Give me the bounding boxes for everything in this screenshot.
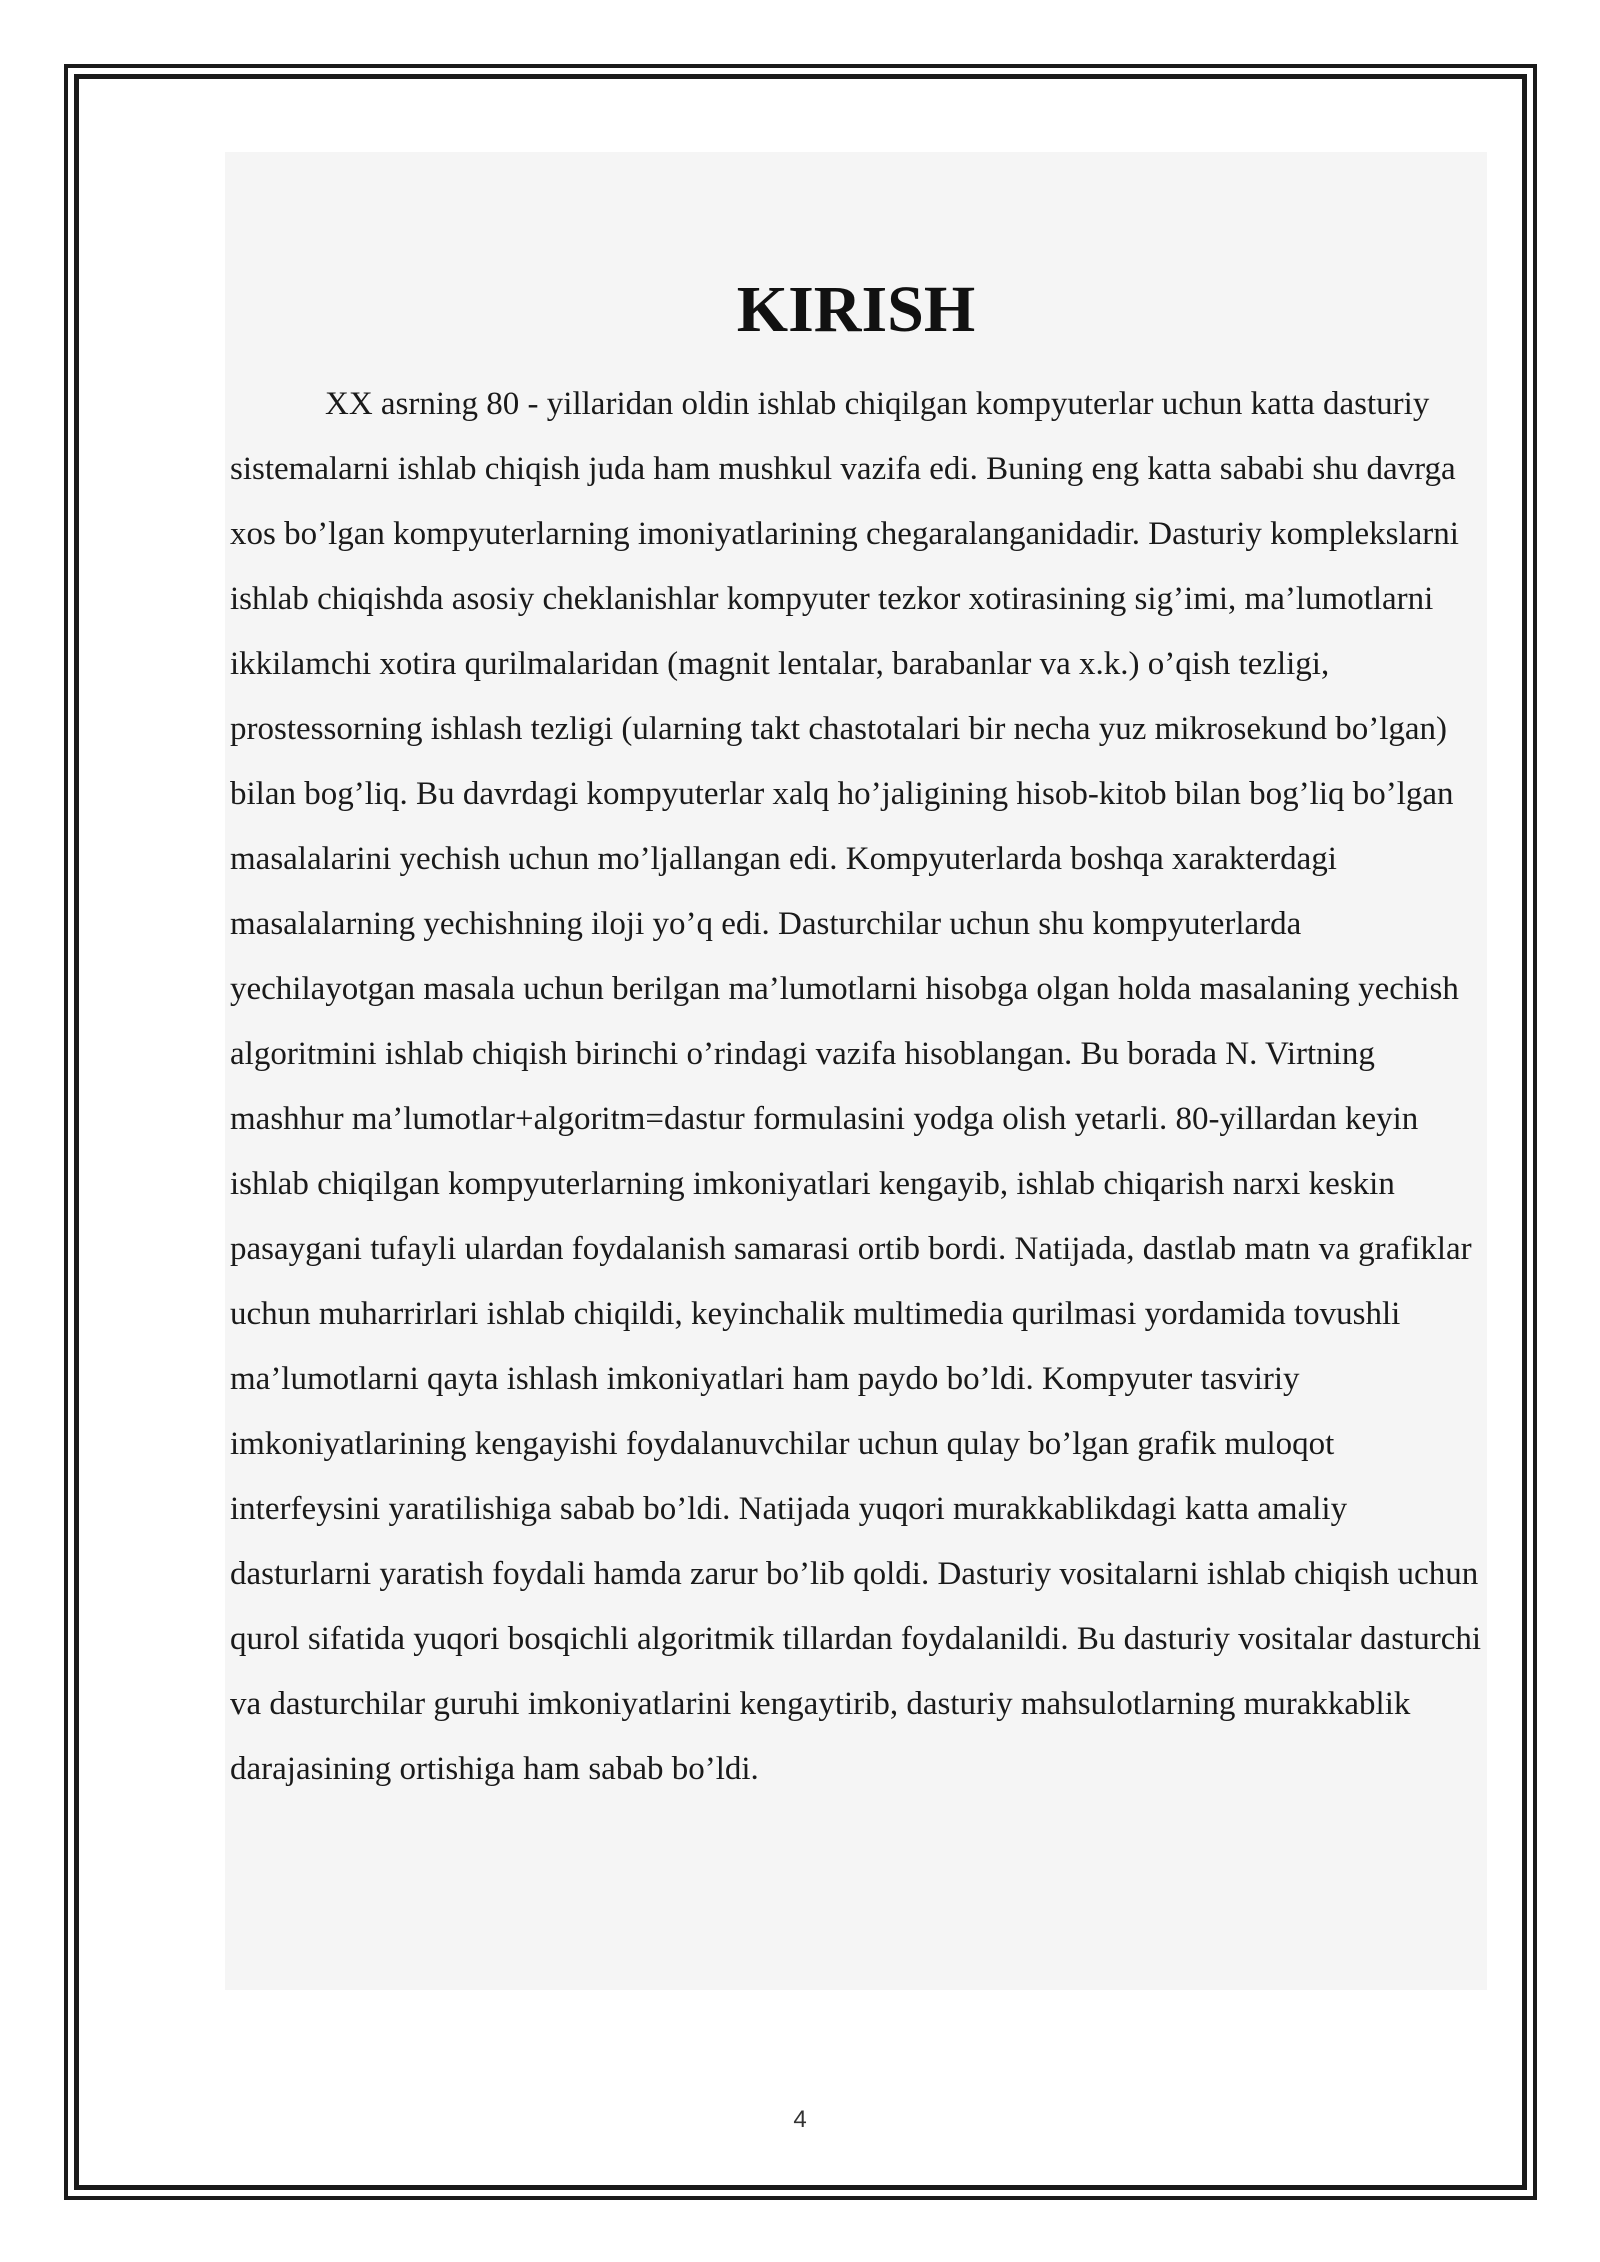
body-paragraph: XX asrning 80 - yillaridan oldin ishlab chiqilgan kompyuterlar uchun katta dasturiy sistemalarni ishlab chiqish juda ham mushkul vazifa edi. Buning eng katta sababi shu davrga xos bo’lgan kompyuterlarning imoniyatlarining chegaralanganidadir. Dasturiy komplekslarni ishlab chiqishda asosiy cheklanishlar kompyuter tezkor xotirasining sig’imi, ma’lumotlarni ikkilamchi xotira qurilmalaridan (magnit lentalar, barabanlar va x.k.) o’qish tezligi, prostessorning ishlash tezligi (ularning takt chastotalari bir necha yuz mikrosekund bo’lgan) bilan bog’liq. Bu davrdagi kompyuterlar xalq ho’jaligining hisob-kitob bilan bog’liq bo’lgan masalalarini yechish uchun mo’ljallangan edi. Kompyuterlarda boshqa xarakterdagi masalalarning yechishning iloji yo’q edi. Dasturchilar uchun shu kompyuterlarda yechilayotgan masala uchun berilgan ma’lumotlarni hisobga olgan holda masalaning yechish algoritmini ishlab chiqish birinchi o’rindagi vazifa hisoblangan. Bu borada N. Virtning mashhur ma’lumotlar+algoritm=dastur formulasini yodga olish yetarli. 80-yillardan keyin ishlab chiqilgan kompyuterlarning imkoniyatlari kengayib, ishlab chiqarish narxi keskin pasaygani tufayli ulardan foydalanish samarasi ortib bordi. Natijada, dastlab matn va grafiklar uchun muharrirlari ishlab chiqildi, keyinchalik multimedia qurilmasi yordamida tovushli ma’lumotlarni qayta ishlash imkoniyatlari ham paydo bo’ldi. Kompyuter tasviriy imkoniyatlarining kengayishi foydalanuvchilar uchun qulay bo’lgan grafik muloqot interfeysini yaratilishiga sabab bo’ldi. Natijada yuqori murakkablikdagi katta amaliy dasturlarni yaratish foydali hamda zarur bo’lib qoldi. Dasturiy vositalarni ishlab chiqish uchun qurol sifatida yuqori bosqichli algoritmik tillardan foydalanildi. Bu dasturiy vositalar dasturchi va dasturchilar guruhi imkoniyatlarini kengaytirib, dasturiy mahsulotlarning murakkablik darajasining ortishiga ham sabab bo’ldi.	[230, 386, 1482, 1787]
page-number: 4	[793, 2106, 807, 2133]
page-title: KIRISH	[736, 273, 976, 346]
text-area	[225, 152, 1487, 1990]
